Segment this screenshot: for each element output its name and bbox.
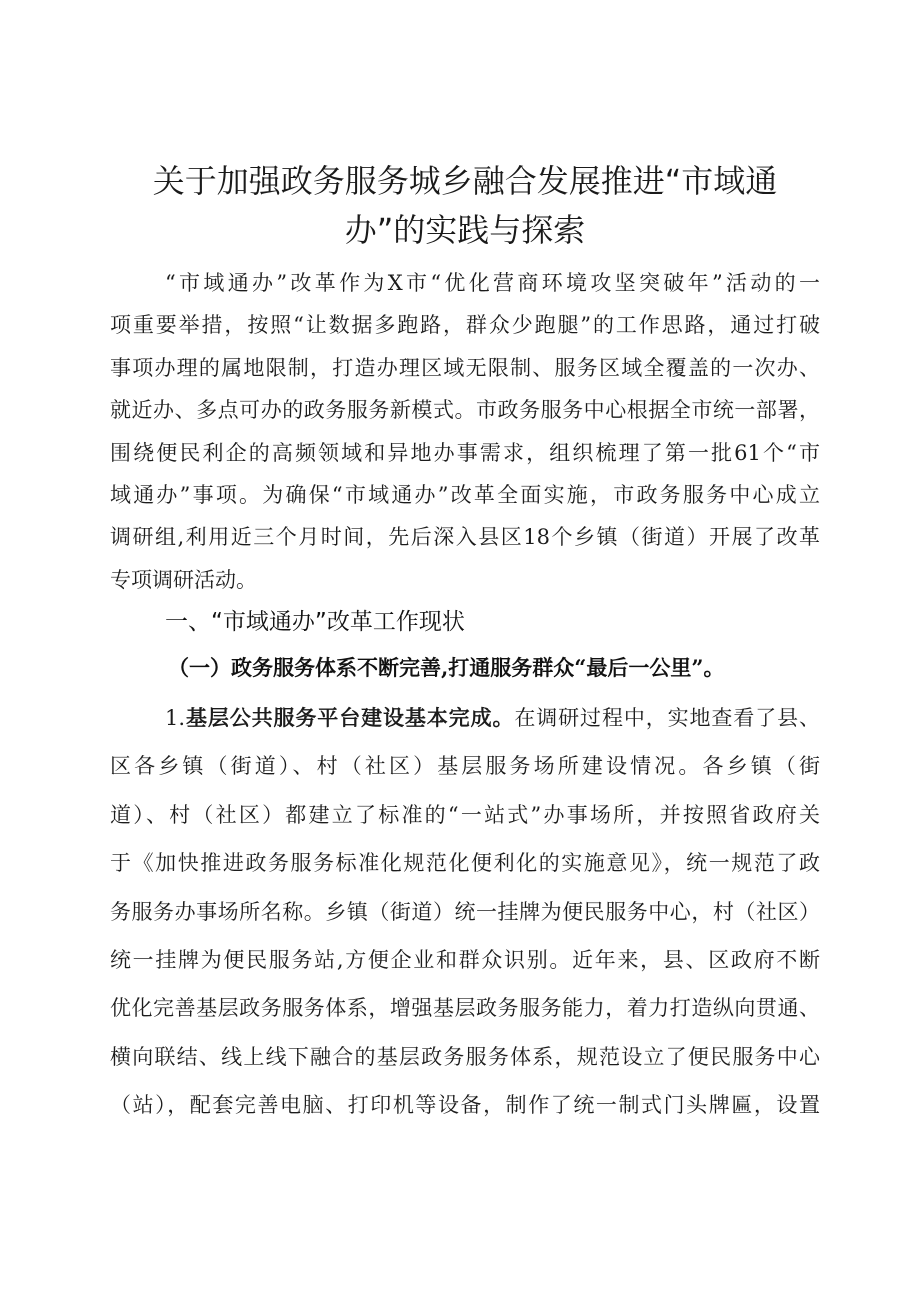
section-heading: 一、“市域通办”改革工作现状 <box>165 609 465 635</box>
paragraph-line: 务服务办事场所名称。乡镇（街道）统一挂牌为便民服务中心，村（社区） <box>110 899 820 924</box>
paragraph-line: 优化完善基层政务服务体系，增强基层政务服务能力，着力打造纵向贯通、 <box>110 996 820 1021</box>
paragraph-line: 就近办、多点可办的政务服务新模式。市政务服务中心根据全市统一部署， <box>110 398 820 423</box>
paragraph-line: “市域通办”改革作为X市“优化营商环境攻坚突破年”活动的一 <box>165 271 820 295</box>
paragraph-line: 于《加快推进政务服务标准化规范化便利化的实施意见》，统一规范了政 <box>110 851 820 876</box>
paragraph-line: 区各乡镇（街道）、村（社区）基层服务场所建设情况。各乡镇（街 <box>110 754 820 779</box>
item-first-line-text: 在调研过程中，实地查看了县、 <box>514 706 820 730</box>
paragraph-line: 道）、村（社区）都建立了标准的“一站式”办事场所，并按照省政府关 <box>110 802 820 827</box>
paragraph-line <box>110 694 820 742</box>
item-title: 基层公共服务平台建设基本完成。 <box>185 705 515 730</box>
subsection-heading: （一）政务服务体系不断完善,打通服务群众“最后一公里”。 <box>168 655 725 680</box>
paragraph-line: 调研组,利用近三个月时间，先后深入县区18个乡镇（街道）开展了改革 <box>110 525 820 550</box>
paragraph-line: 项重要举措，按照“让数据多跑路，群众少跑腿”的工作思路，通过打破 <box>110 313 820 338</box>
paragraph-line: 专项调研活动。 <box>110 567 257 592</box>
paragraph-line: 横向联结、线上线下融合的基层政务服务体系，规范设立了便民服务中心 <box>110 1044 820 1069</box>
item-paragraph <box>110 694 820 1130</box>
paragraph-line: （站），配套完善电脑、打印机等设备，制作了统一制式门头牌匾，设置 <box>110 1093 820 1118</box>
paragraph-line: 围绕便民利企的高频领域和异地办事需求，组织梳理了第一批61个“市 <box>110 440 820 465</box>
paragraph-line: 事项办理的属地限制，打造办理区域无限制、服务区域全覆盖的一次办、 <box>110 355 820 380</box>
paragraph-line: 域通办”事项。为确保“市域通办”改革全面实施，市政务服务中心成立 <box>110 482 820 507</box>
title-line: 办”的实践与探索 <box>344 211 586 249</box>
intro-paragraph <box>110 262 820 601</box>
item-number: 1. <box>165 706 186 730</box>
paragraph-line: 统一挂牌为便民服务站,方便企业和群众识别。近年来，县、区政府不断 <box>110 947 820 972</box>
document-title <box>110 157 820 255</box>
title-line: 关于加强政务服务城乡融合发展推进“市域通 <box>152 162 778 200</box>
